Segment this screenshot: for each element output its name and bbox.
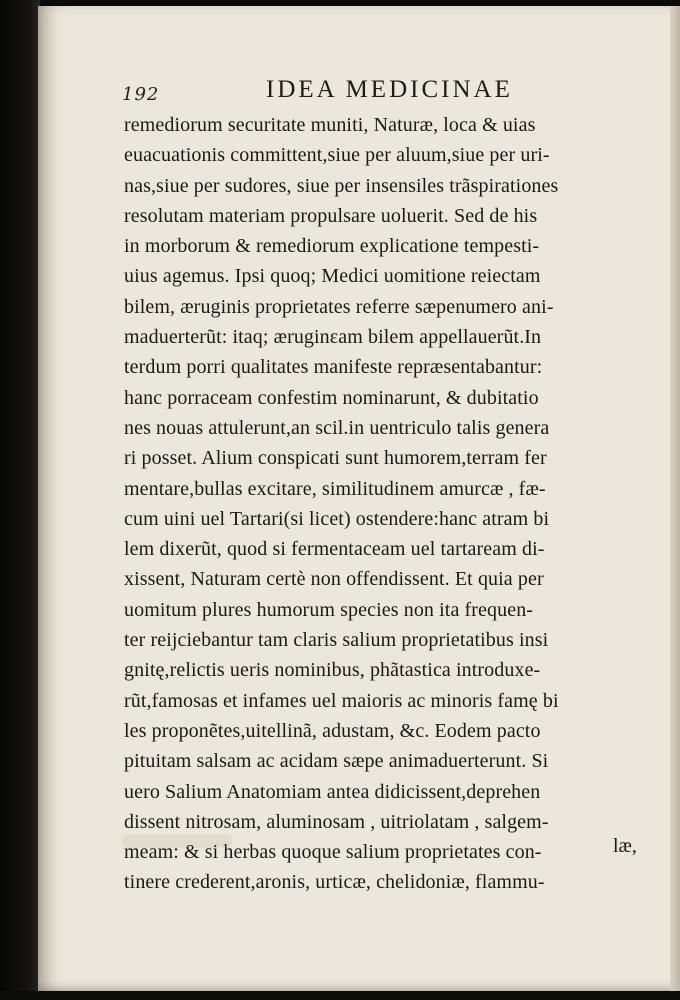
text-line: nas,siue per sudores, siue per insensiles trãspirationes xyxy=(124,174,559,197)
text-line: lem dixerũt, quod si fermentaceam uel tartaream di- xyxy=(124,538,545,561)
text-line: in morborum & remediorum explicatione tempesti- xyxy=(124,235,540,258)
book-page xyxy=(38,6,678,991)
text-line: xissent, Naturam certè non offendissent. Et quia per xyxy=(124,568,544,591)
text-line: ter reijciebantur tam claris salium proprietatibus insi xyxy=(124,629,549,652)
text-line: terdum porri qualitates manifeste repræsentabantur: xyxy=(124,356,543,379)
page-number: 192 xyxy=(122,84,160,105)
text-line: pituitam salsam ac acidam sæpe animaduerterunt. Si xyxy=(124,750,549,773)
text-line: hanc porraceam confestim nominarunt, & dubitatio xyxy=(124,386,539,409)
scan-border xyxy=(0,991,680,1000)
text-line: ri posset. Alium conspicati sunt humorem,terram fer xyxy=(124,447,547,470)
text-line: dissent nitrosam, aluminosam , uitriolatam , salgem- xyxy=(124,810,549,833)
text-line: cum uini uel Tartari(si licet) ostendere:hanc atram bi xyxy=(124,507,550,530)
book-binding-shadow xyxy=(0,0,40,1000)
text-line: meam: & si herbas quoque salium proprietates con- xyxy=(124,841,542,864)
running-title: IDEA MEDICINAE xyxy=(266,76,513,103)
text-line: uomitum plures humorum species non ita frequen- xyxy=(124,598,534,621)
text-line: uius agemus. Ipsi quoq; Medici uomitione reiectam xyxy=(124,265,541,288)
text-line: maduerterũt: itaq; æruginεam bilem appellauerũt.In xyxy=(124,326,542,349)
page-edge xyxy=(670,6,680,991)
text-line: mentare,bullas excitare, similitudinem amurcæ , fæ- xyxy=(124,477,546,500)
text-line: resolutam materiam propulsare uoluerit. Sed de his xyxy=(124,204,538,227)
text-line: nes nouas attulerunt,an scil.in uentriculo talis genera xyxy=(124,416,550,439)
text-line: gnitę,relictis ueris nominibus, phãtastica introduxe- xyxy=(124,659,541,682)
text-line: bilem, æruginis proprietates referre sæpenumero ani- xyxy=(124,295,554,318)
text-line: rũt,famosas et infames uel maioris ac minoris famę bi xyxy=(124,689,559,712)
text-line: les proponẽtes,uitellinã, adustam, &c. Eodem pacto xyxy=(124,719,541,742)
text-line: euacuationis committent,siue per aluum,siue per uri- xyxy=(124,144,550,167)
body-text xyxy=(124,110,664,898)
text-line: uero Salium Anatomiam antea didicissent,deprehen xyxy=(124,780,541,803)
text-line: tinere crederent,aronis, urticæ, chelidoniæ, flammu- xyxy=(124,871,545,894)
ink-smudge xyxy=(122,834,232,848)
catchword: læ, xyxy=(613,835,637,857)
text-line: remediorum securitate muniti, Naturæ, loca & uias xyxy=(124,114,536,136)
